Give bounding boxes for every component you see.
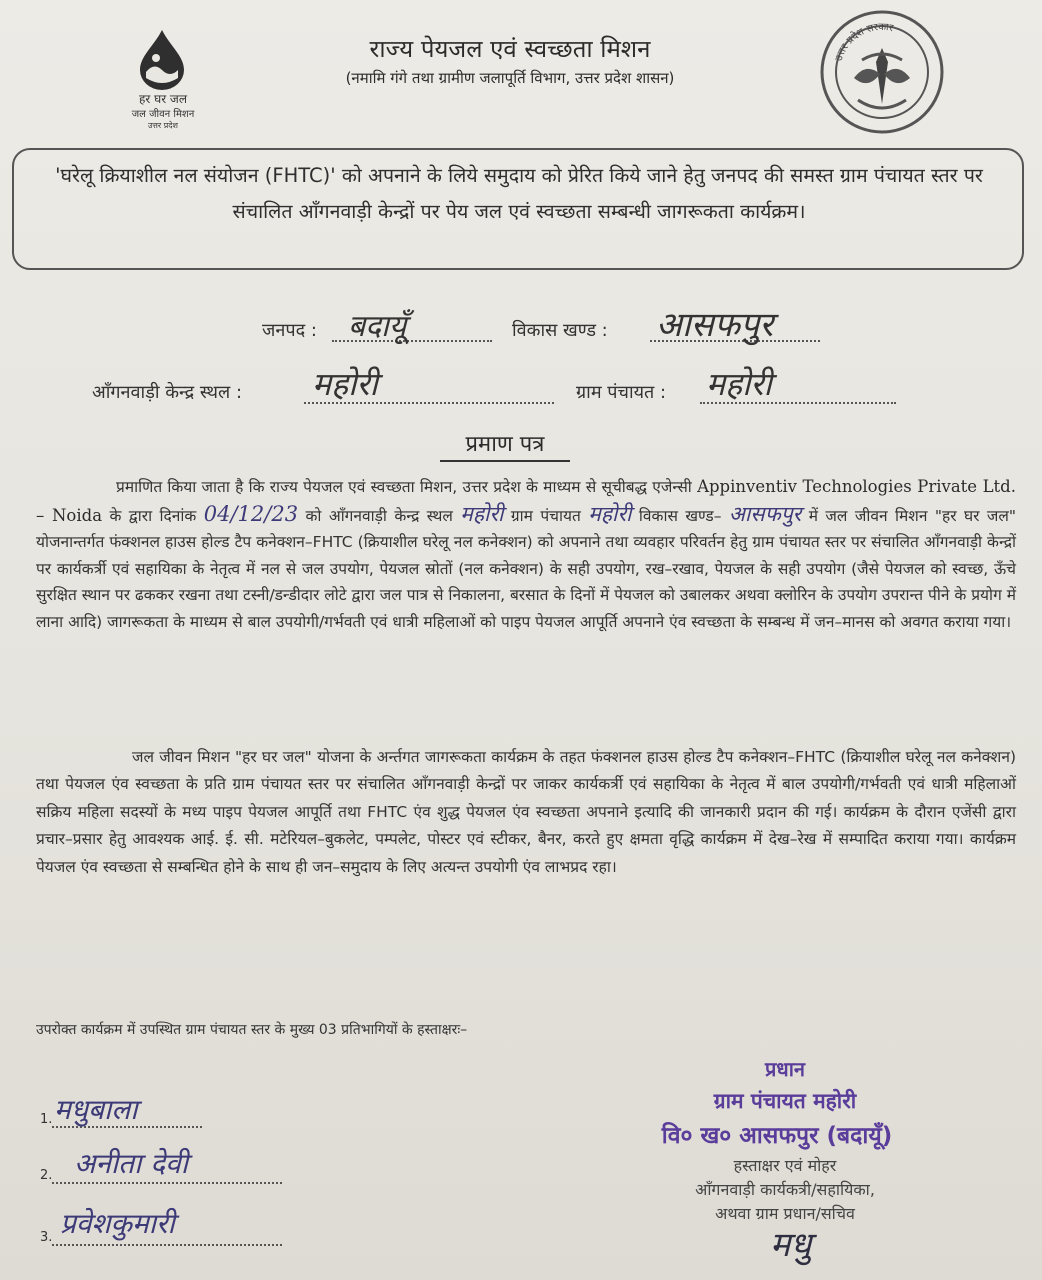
p1-text-b: के द्वारा दिनांक [109,506,197,525]
p1-text-d: ग्राम पंचायत [510,506,581,525]
signatory-line-1: हस्ताक्षर एवं मोहर [733,1156,837,1175]
program-date: 04/12/23 [203,501,299,526]
participants-intro: उपरोक्त कार्यक्रम में उपस्थित ग्राम पंचायत स्तर के मुख्य 03 प्रतिभागियों के हस्ताक्षरः– [36,1022,468,1038]
district-value: बदायूँ [348,309,407,344]
stamp-line-2: ग्राम पंचायत महोरी [713,1089,857,1113]
block-label: विकास खण्ड : [512,320,608,341]
signatory-signature: मधु [770,1225,812,1265]
signatory-line-3: अथवा ग्राम प्रधान/सचिव [715,1204,855,1223]
centre-label: आँगनवाड़ी केन्द्र स्थल : [92,382,243,403]
program-banner [12,148,1024,270]
up-government-emblem [818,8,946,136]
mission-subtitle: (नमामि गंगे तथा ग्रामीण जलापूर्ति विभाग, उत्तर प्रदेश शासन) [345,69,675,87]
participant-2-signature: अनीता देवी [74,1147,188,1180]
participant-2-number: 2. [40,1168,53,1183]
certificate-paragraph-1 [36,474,1016,636]
svg-text:उत्तर प्रदेश सरकार: उत्तर प्रदेश सरकार [833,21,895,63]
pradhan-stamp [630,1054,940,1226]
logo-line-3: उत्तर प्रदेश [148,121,178,130]
certificate-heading: प्रमाण पत्र [440,428,570,462]
har-ghar-jal-logo [108,28,218,140]
mission-title: राज्य पेयजल एवं स्वच्छता मिशन [369,35,651,63]
participant-2-line [52,1182,282,1184]
centre-value: महोरी [312,365,378,403]
participant-3-line [52,1244,282,1246]
participant-3-signature: प्रवेशकुमारी [60,1207,175,1240]
p1-text-e: विकास खण्ड– [638,506,722,525]
participant-1-number: 1. [40,1112,53,1127]
p1-gp-value: महोरी [588,501,632,526]
p1-text-f: में जल जीवन मिशन "हर घर जल" योजनान्तर्गत फंक्शनल हाउस होल्ड टैप कनेक्शन–FHTC (क्रियाशील घरेलू नल कनेक्शन) को अपनाने तथा व्यवहार परिवर्तन हेतु ग्राम पंचायत स्तर पर संचालित आँगनवाड़ी केन्द्रों पर कार्यकर्त्री एवं सहायिका के नेतृत्व में नल से जल उपयोग, पेयजल स्रोतों (नल कनेक्शन) के सही उपयोग, रख–रखाव, पेयजल के सही उपयोग (जैसे पेयजल को स्वच्छ, ऊँचे सुरक्षित स्थान पर ढककर रखना तथा टस्नी/डन्डीदार लोटे द्वारा जल पात्र से निकालना, बरसात के दिनों में पेयजल को उबालकर अथवा क्लोरिन के उपयोग उपरान्त पीने के प्रयोग में लाना आदि) जागरूकता के माध्यम से बाल उपयोगी/गर्भवती एवं धात्री महिलाओं को पाइप पेयजल आपूर्ति अपनाने एंव स्वच्छता के सम्बन्ध में जन–मानस को अवगत कराया गया। [36,506,1017,631]
p1-text-c: को आँगनवाड़ी केन्द्र स्थल [305,506,453,525]
agency-name: Appinventiv Technologies Private Ltd. – Noida [36,477,1016,525]
p1-block-value: आसफपुर [728,501,802,526]
logo-line-2: जल जीवन मिशन [131,109,195,120]
water-drop-icon [132,28,192,90]
participant-3-number: 3. [40,1230,53,1245]
gram-panchayat-label: ग्राम पंचायत : [576,382,667,403]
logo-line-1: हर घर जल [139,92,187,106]
district-label: जनपद : [262,320,317,341]
stamp-line-3: वि० ख० आसफपुर (बदायूँ) [661,1123,893,1149]
signatory-line-2: आँगनवाड़ी कार्यकत्री/सहायिका, [695,1180,875,1199]
certificate-paragraph-2: जल जीवन मिशन "हर घर जल" योजना के अर्न्तगत जागरूकता कार्यक्रम के तहत फंक्शनल हाउस होल्ड टैप कनेक्शन–FHTC (क्रियाशील घरेलू नल कनेक्शन) तथा पेयजल एंव स्वच्छता के प्रति ग्राम पंचायत स्तर पर संचालित आँगनवाड़ी केन्द्रों पर जाकर कार्यकर्त्री एवं सहायिका के नेतृत्व में बाल उपयोगी/गर्भवती एवं धात्री महिलाओं सक्रिय महिला सदस्यों के मध्य पाइप पेयजल आपूर्ति तथा FHTC एंव शुद्ध पेयजल एंव स्वच्छता अपनाने इत्यादि की जानकारी प्रदान की गई। कार्यक्रम के दौरान एजेंसी द्वारा प्रचार–प्रसार हेतु आवश्यक आई. ई. सी. मटेरियल–बुकलेट, पम्पलेट, पोस्टर एवं स्टीकर, बैनर, करते हुए क्षमता वृद्धि कार्यक्रम में देख–रेख में सम्पादित कराया गया। कार्यक्रम पेयजल एंव स्वच्छता से सम्बन्धित होने के साथ ही जन–समुदाय के लिए अत्यन्त उपयोगी एंव लाभप्रद रहा। [36,748,1016,876]
block-value: आसफपुर [656,305,774,345]
p1-centre-value: महोरी [460,501,504,526]
participant-1-signature: मधुबाला [54,1093,138,1126]
stamp-line-1: प्रधान [765,1057,805,1081]
banner-text: 'घरेलू क्रियाशील नल संयोजन (FHTC)' को अपनाने के लिये समुदाय को प्रेरित किये जाने हेतु जनपद की समस्त ग्राम पंचायत स्तर पर संचालित आँगनवाड़ी केन्द्रों पर पेय जल एवं स्वच्छता सम्बन्धी जागरूकता कार्यक्रम। [55,164,983,223]
p1-text-a: प्रमाणित किया जाता है कि राज्य पेयजल एवं स्वच्छता मिशन, उत्तर प्रदेश के माध्यम से सूचीबद्ध एजेन्सी [116,478,692,496]
gram-panchayat-value: महोरी [706,365,772,403]
